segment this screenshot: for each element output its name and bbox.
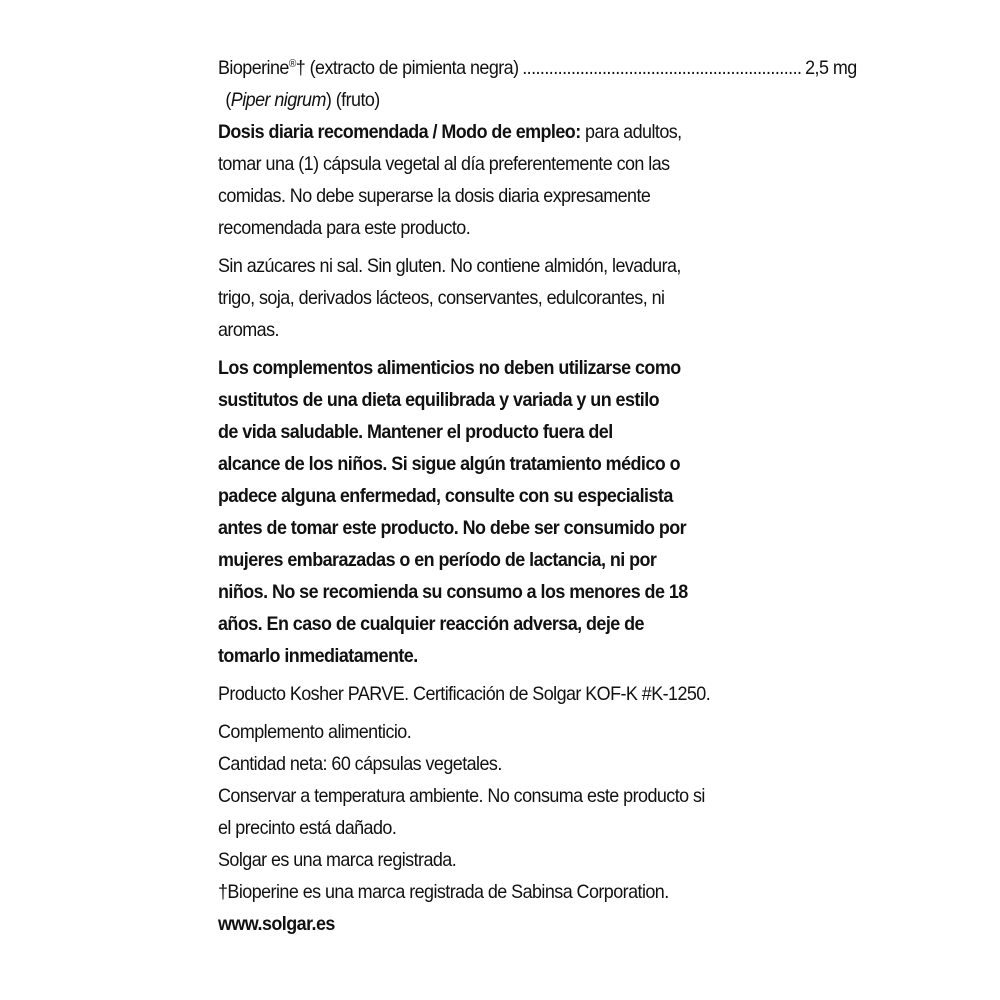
- trademark-bioperine: †Bioperine es una marca registrada de Sabinsa Corporation.: [218, 881, 669, 903]
- ingredient-source: (Piper nigrum) (fruto): [225, 89, 380, 111]
- warning-line-6: antes de tomar este producto. No debe ser consumido por: [218, 517, 687, 539]
- warning-line-9: años. En caso de cualquier reacción adversa, deje de: [218, 613, 644, 635]
- trademark-solgar: Solgar es una marca registrada.: [218, 849, 457, 871]
- dosage-line-2: tomar una (1) cápsula vegetal al día preferentemente con las: [218, 153, 670, 175]
- website-link[interactable]: www.solgar.es: [218, 913, 335, 935]
- warning-line-5: padece alguna enfermedad, consulte con su especialista: [218, 485, 673, 507]
- supplement-type: Complemento alimenticio.: [218, 721, 412, 743]
- free-from-line-2: trigo, soja, derivados lácteos, conservantes, edulcorantes, ni: [218, 287, 665, 309]
- leader-dots: ...............................................................: [522, 57, 802, 79]
- warning-line-1: Los complementos alimenticios no deben utilizarse como: [218, 357, 681, 379]
- warning-line-3: de vida saludable. Mantener el producto fuera del: [218, 421, 613, 443]
- warning-line-10: tomarlo inmediatamente.: [218, 645, 418, 667]
- dosage-heading: Dosis diaria recomendada / Modo de empleo:: [218, 121, 581, 143]
- storage-line-2: el precinto está dañado.: [218, 817, 397, 839]
- registered-mark: ®: [288, 58, 296, 70]
- kosher-certification: Producto Kosher PARVE. Certificación de Solgar KOF-K #K-1250.: [218, 683, 711, 705]
- ingredient-row: [218, 52, 857, 84]
- warning-line-4: alcance de los niños. Si sigue algún tratamiento médico o: [218, 453, 681, 475]
- storage-line-1: Conservar a temperatura ambiente. No consuma este producto si: [218, 785, 705, 807]
- warning-line-2: sustitutos de una dieta equilibrada y variada y un estilo: [218, 389, 660, 411]
- free-from-line-1: Sin azúcares ni sal. Sin gluten. No contiene almidón, levadura,: [218, 255, 681, 277]
- ingredient-name: Bioperine®† (extracto de pimienta negra): [218, 57, 519, 79]
- latin-name: Piper nigrum: [230, 89, 326, 111]
- dosage-line-3: comidas. No debe superarse la dosis diaria expresamente: [218, 185, 651, 207]
- ingredient-amount: 2,5 mg: [805, 57, 857, 79]
- warning-line-7: mujeres embarazadas o en período de lactancia, ni por: [218, 549, 657, 571]
- dosage-line-1: Dosis diaria recomendada / Modo de empleo: para adultos,: [218, 121, 682, 143]
- dosage-line-4: recomendada para este producto.: [218, 217, 471, 239]
- product-label-text: [218, 52, 857, 940]
- net-quantity: Cantidad neta: 60 cápsulas vegetales.: [218, 753, 502, 775]
- free-from-line-3: aromas.: [218, 319, 279, 341]
- warning-line-8: niños. No se recomienda su consumo a los menores de 18: [218, 581, 688, 603]
